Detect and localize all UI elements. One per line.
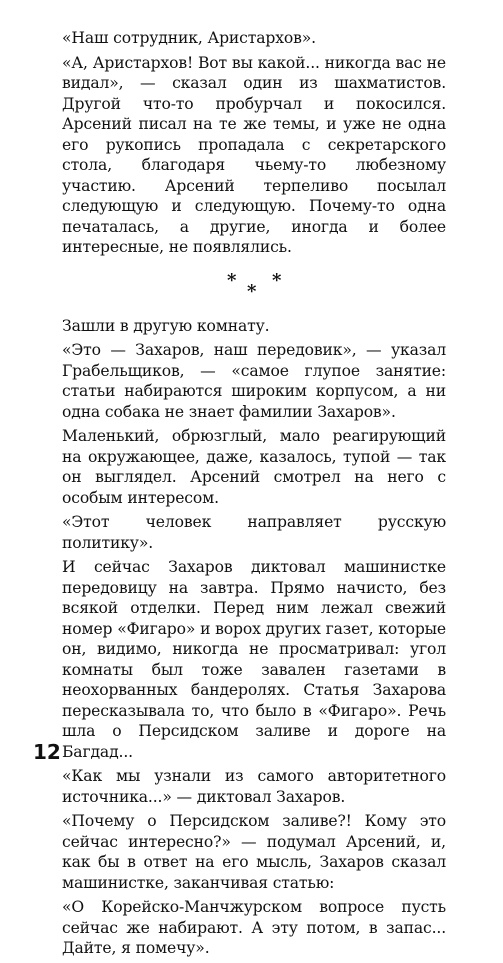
page-number: 12 (33, 740, 61, 764)
book-page-text (62, 28, 446, 963)
paragraph: «А, Аристархов! Вот вы какой... никогда вас не видал», — сказал один из шахматистов. Другой что-то пробурчал и покосился. Арсений писал на те же темы, и уже не одна его рукопись пропадала с секретарского стола, благодаря чьему-то любезному участию. Арсений терпеливо посылал следующую и следующую. Почему-то одна печаталась, а другие, иногда и более интересные, не появлялись. (62, 53, 446, 256)
paragraph: «Почему о Персидском заливе?! Кому это сейчас интересно?» — подумал Арсений, и, как бы в ответ на его мысль, Захаров сказал машинистке, заканчивая статью: (62, 812, 446, 892)
separator-star: * (247, 280, 257, 302)
paragraph: «Наш сотрудник, Аристархов». (62, 29, 316, 47)
paragraph: «Как мы узнали из самого авторитетного источника...» — диктовал Захаров. (62, 767, 446, 806)
paragraph: «О Корейско-Манчжурском вопросе пусть сейчас же набирают. А эту потом, в запас... Дайте, я помечу». (62, 898, 446, 957)
separator-star: * (272, 269, 282, 291)
separator-star: * (227, 269, 237, 291)
paragraph: «Это — Захаров, наш передовик», — указал Грабельщиков, — «самое глупое занятие: статьи набираются широким корпусом, а ни одна собака не знает фамилии Захаров». (62, 341, 446, 421)
paragraph: Маленький, обрюзглый, мало реагирующий на окружающее, даже, казалось, тупой — так он выглядел. Арсений смотрел на него с особым интересом. (62, 427, 446, 507)
paragraph: Зашли в другую комнату. (62, 316, 270, 335)
paragraph: «Этот человек направляет русскую политику». (62, 513, 446, 552)
paragraph: И сейчас Захаров диктовал машинистке передовицу на завтра. Прямо начисто, без всякой отделки. Перед ним лежал свежий номер «Фигаро» и ворох других газет, которые он, видимо, никогда не просматривал: угол комнаты был тоже завален газетами в неохорванных бандеролях. Статья Захарова пересказывала то, что было в «Фигаро». Речь шла о Персидском заливе и дороге на Багдад... (62, 558, 446, 761)
section-separator (62, 266, 446, 306)
